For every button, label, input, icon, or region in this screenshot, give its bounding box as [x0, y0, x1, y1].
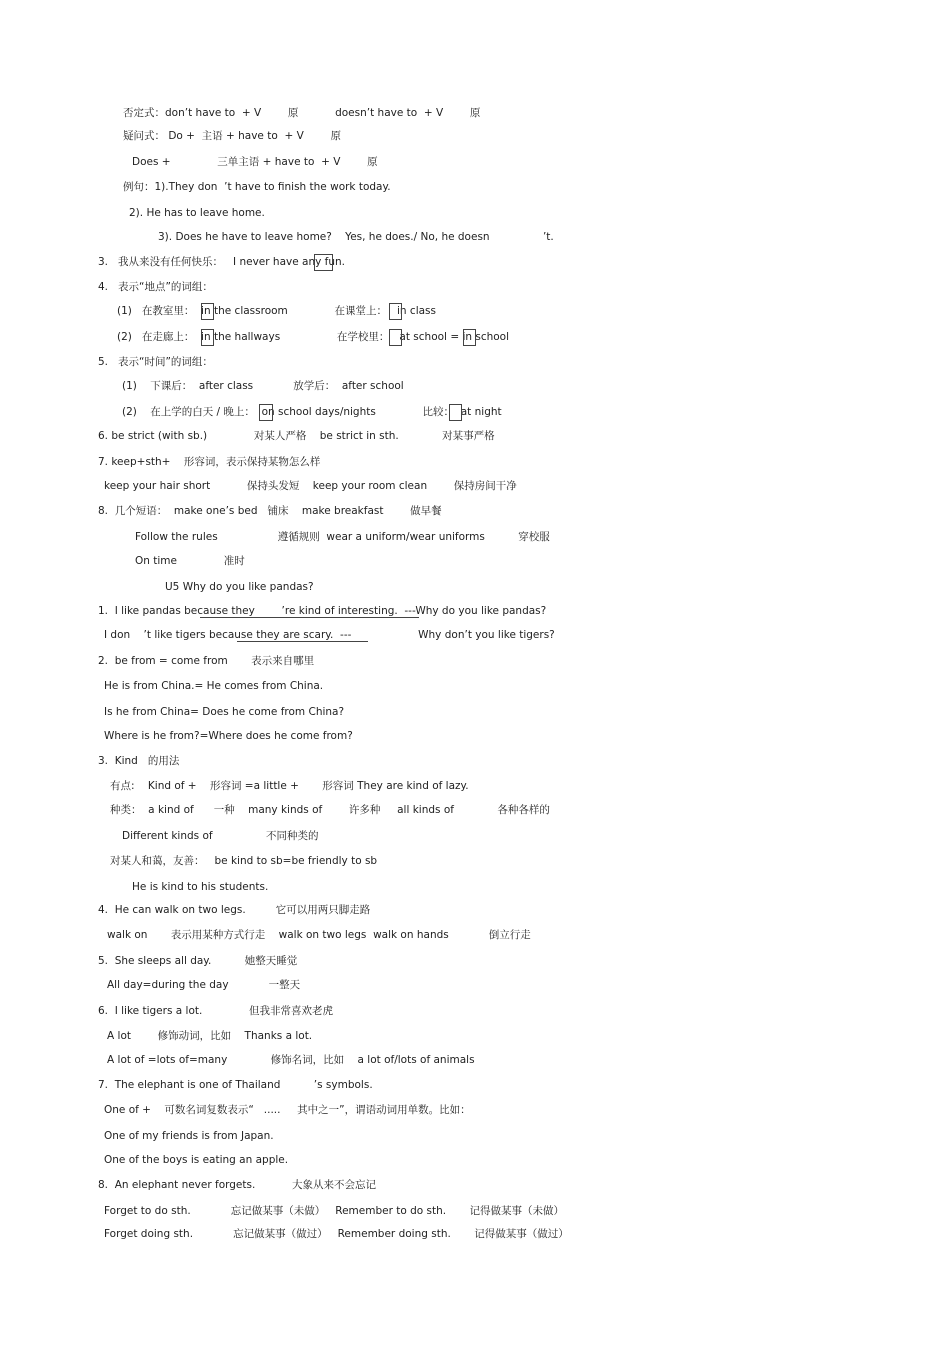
text-line: (1) 下课后： after class 放学后： after school [122, 380, 404, 392]
text-line: 7. keep+sth+ 形容词，表示保持某物怎么样 [98, 456, 321, 468]
highlight-box [449, 404, 462, 421]
highlight-box [259, 404, 273, 421]
text-line: (2) 在走廊上： in the hallways 在学校里： at school = in school [117, 331, 510, 343]
text-line: He is from China.= He comes from China. [104, 680, 324, 692]
text-line: 例句：1).They don ’t have to finish the work today. [123, 181, 391, 193]
text-line: (2) 在上学的白天 / 晚上： on school days/nights 比较： at night [122, 406, 502, 418]
highlight-box [314, 254, 333, 271]
text-line: 5. 表示“时间”的词组： [98, 356, 213, 368]
text-line: 3. 我从来没有任何快乐： I never have any fun. [98, 256, 346, 268]
text-line: keep your hair short 保持头发短 keep your room clean 保持房间干净 [104, 480, 517, 492]
text-line: walk on 表示用某种方式行走 walk on two legs walk on hands 倒立行走 [107, 929, 531, 941]
text-line: Forget doing sth. 忘记做某事（做过） Remember doing sth. 记得做某事（做过） [104, 1228, 569, 1240]
text-line: One of + 可数名词复数表示“ ..... 其中之一”，谓语动词用单数。比如： [104, 1104, 471, 1116]
text-line: On time 准时 [135, 555, 245, 567]
text-line: 2. be from = come from 表示来自哪里 [98, 655, 315, 667]
text-line: 3). Does he have to leave home? Yes, he does./ No, he doesn ’t. [158, 231, 554, 243]
text-line: 种类： a kind of 一种 many kinds of 许多种 all kinds of 各种各样的 [110, 804, 550, 816]
text-line: 6. I like tigers a lot. 但我非常喜欢老虎 [98, 1005, 334, 1017]
text-line: 8. 几个短语： make one’s bed 铺床 make breakfast 做早餐 [98, 505, 442, 517]
text-line: 2). He has to leave home. [129, 207, 265, 219]
text-line: Different kinds of 不同种类的 [122, 830, 319, 842]
highlight-box [201, 303, 214, 320]
text-line: One of the boys is eating an apple. [104, 1154, 289, 1166]
text-line: Follow the rules 遵循规则 wear a uniform/wear uniforms 穿校服 [135, 531, 550, 543]
text-line: (1) 在教室里： in the classroom 在课堂上： in class [117, 305, 436, 317]
text-line: He is kind to his students. [132, 881, 269, 893]
text-line: Where is he from?=Where does he come from? [104, 730, 353, 742]
text-line: 4. 表示“地点”的词组： [98, 281, 213, 293]
text-line: 否定式：don’t have to + V 原 doesn’t have to + V 原 [123, 107, 481, 119]
underline [200, 617, 419, 618]
text-line: One of my friends is from Japan. [104, 1130, 274, 1142]
text-line: 有点: Kind of + 形容词 =a little + 形容词 They are kind of lazy. [110, 780, 469, 792]
highlight-box [389, 329, 402, 346]
text-line: 3. Kind 的用法 [98, 755, 180, 767]
text-line: Does + 三单主语 + have to + V 原 [132, 156, 378, 168]
text-line: A lot 修饰动词，比如 Thanks a lot. [107, 1030, 313, 1042]
text-line: 7. The elephant is one of Thailand ’s symbols. [98, 1079, 373, 1091]
highlight-box [389, 303, 402, 320]
section-heading: U5 Why do you like pandas? [165, 581, 314, 593]
text-line: 5. She sleeps all day. 她整天睡觉 [98, 955, 298, 967]
highlight-box [463, 329, 476, 346]
text-line: All day=during the day 一整天 [107, 979, 301, 991]
text-line: 4. He can walk on two legs. 它可以用两只脚走路 [98, 904, 371, 916]
text-line: 8. An elephant never forgets. 大象从来不会忘记 [98, 1179, 377, 1191]
text-line: A lot of =lots of=many 修饰名词，比如 a lot of/lots of animals [107, 1054, 475, 1066]
text-line: 1. I like pandas because they ’re kind of interesting. ---Why do you like pandas? [98, 605, 547, 617]
text-line: 疑问式： Do + 主语 + have to + V 原 [123, 130, 341, 142]
text-line: 对某人和蔼，友善： be kind to sb=be friendly to sb [110, 855, 378, 867]
text-line: I don ’t like tigers because they are scary. --- Why don’t you like tigers? [104, 629, 555, 641]
underline [237, 641, 368, 642]
text-line: Forget to do sth. 忘记做某事（未做） Remember to do sth. 记得做某事（未做） [104, 1205, 564, 1217]
highlight-box [201, 329, 214, 346]
text-line: 6. be strict (with sb.) 对某人严格 be strict in sth. 对某事严格 [98, 430, 495, 442]
text-line: Is he from China= Does he come from China? [104, 706, 345, 718]
